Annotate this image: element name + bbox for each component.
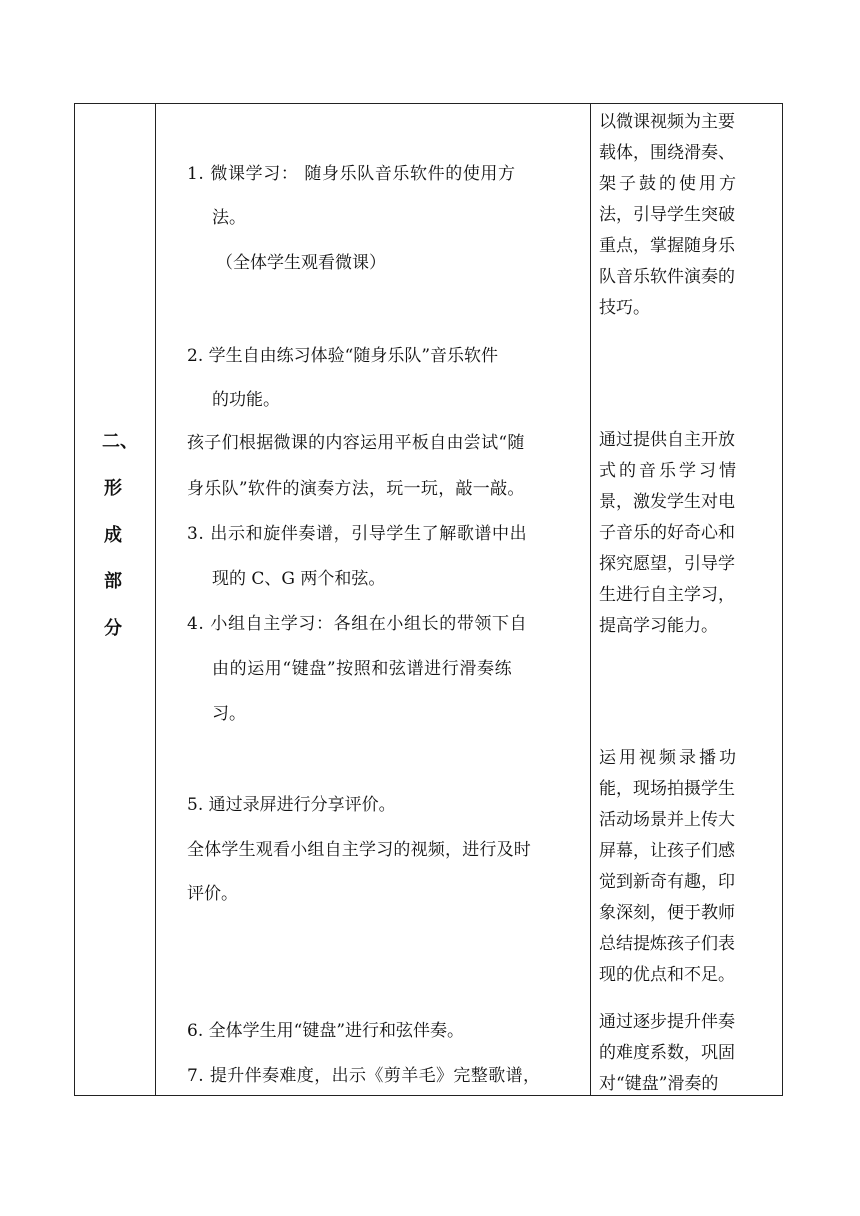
note-line: 屏幕，让孩子们感	[599, 841, 735, 861]
section-label-char: 形	[104, 478, 122, 499]
note-line: 提高学习能力。	[599, 616, 718, 636]
section-label-char: 部	[104, 571, 122, 592]
lesson-table	[74, 103, 783, 1096]
note-line: 的难度系数，巩固	[599, 1043, 735, 1063]
note-line: 架子鼓的使用方	[599, 174, 739, 194]
note-line: 景，激发学生对电	[599, 492, 735, 512]
content-line: 法。	[212, 208, 246, 228]
content-line: 1. 微课学习： 随身乐队音乐软件的使用方	[187, 164, 516, 184]
note-line: 运用视频录播功	[599, 748, 739, 768]
content-line: 5. 通过录屏进行分享评价。	[187, 795, 396, 815]
content-line: 习。	[212, 704, 246, 724]
note-line: 法，引导学生突破	[599, 205, 735, 225]
note-line: 能，现场拍摄学生	[599, 779, 735, 799]
note-line: 通过逐步提升伴奏	[599, 1012, 735, 1032]
content-line: 身乐队”软件的演奏方法，玩一玩，敲一敲。	[187, 479, 525, 499]
content-line: 7. 提升伴奏难度，出示《剪羊毛》完整歌谱，	[187, 1066, 541, 1086]
content-line: 6. 全体学生用“键盘”进行和弦伴奏。	[187, 1021, 465, 1041]
content-line: 评价。	[187, 884, 238, 904]
content-line: 现的 C、G 两个和弦。	[212, 569, 386, 589]
note-line: 探究愿望，引导学	[599, 554, 735, 574]
content-line: 4. 小组自主学习：各组在小组长的带领下自	[187, 614, 528, 634]
note-line: 载体，围绕滑奏、	[599, 143, 735, 163]
note-line: 对“键盘”滑奏的	[599, 1074, 719, 1094]
section-label-char: 分	[104, 618, 122, 639]
note-line: 重点，掌握随身乐	[599, 236, 735, 256]
content-line: 全体学生观看小组自主学习的视频，进行及时	[187, 840, 531, 860]
note-line: 技巧。	[599, 298, 650, 318]
note-line: 总结提炼孩子们表	[599, 934, 735, 954]
content-line: 3. 出示和旋伴奏谱，引导学生了解歌谱中出	[187, 524, 528, 544]
note-line: 现的优点和不足。	[599, 965, 735, 985]
content-line: （全体学生观看微课）	[216, 253, 386, 273]
note-line: 觉到新奇有趣，印	[599, 872, 735, 892]
note-line: 队音乐软件演奏的	[599, 267, 735, 287]
note-line: 通过提供自主开放	[599, 430, 735, 450]
note-line: 象深刻，便于教师	[599, 903, 735, 923]
note-line: 式的音乐学习情	[599, 461, 739, 481]
section-label-char: 成	[104, 525, 122, 546]
content-line: 孩子们根据微课的内容运用平板自由尝试“随	[187, 433, 525, 453]
note-line: 活动场景并上传大	[599, 810, 735, 830]
note-line: 子音乐的好奇心和	[599, 523, 735, 543]
content-line: 的功能。	[212, 390, 280, 410]
note-line: 以微课视频为主要	[599, 112, 735, 132]
column-divider	[155, 104, 156, 1095]
column-divider	[590, 104, 591, 1095]
content-line: 由的运用“键盘”按照和弦谱进行滑奏练	[212, 659, 513, 679]
section-label-char: 二、	[102, 431, 138, 452]
note-line: 生进行自主学习，	[599, 585, 735, 605]
content-line: 2. 学生自由练习体验“随身乐队”音乐软件	[187, 346, 499, 366]
